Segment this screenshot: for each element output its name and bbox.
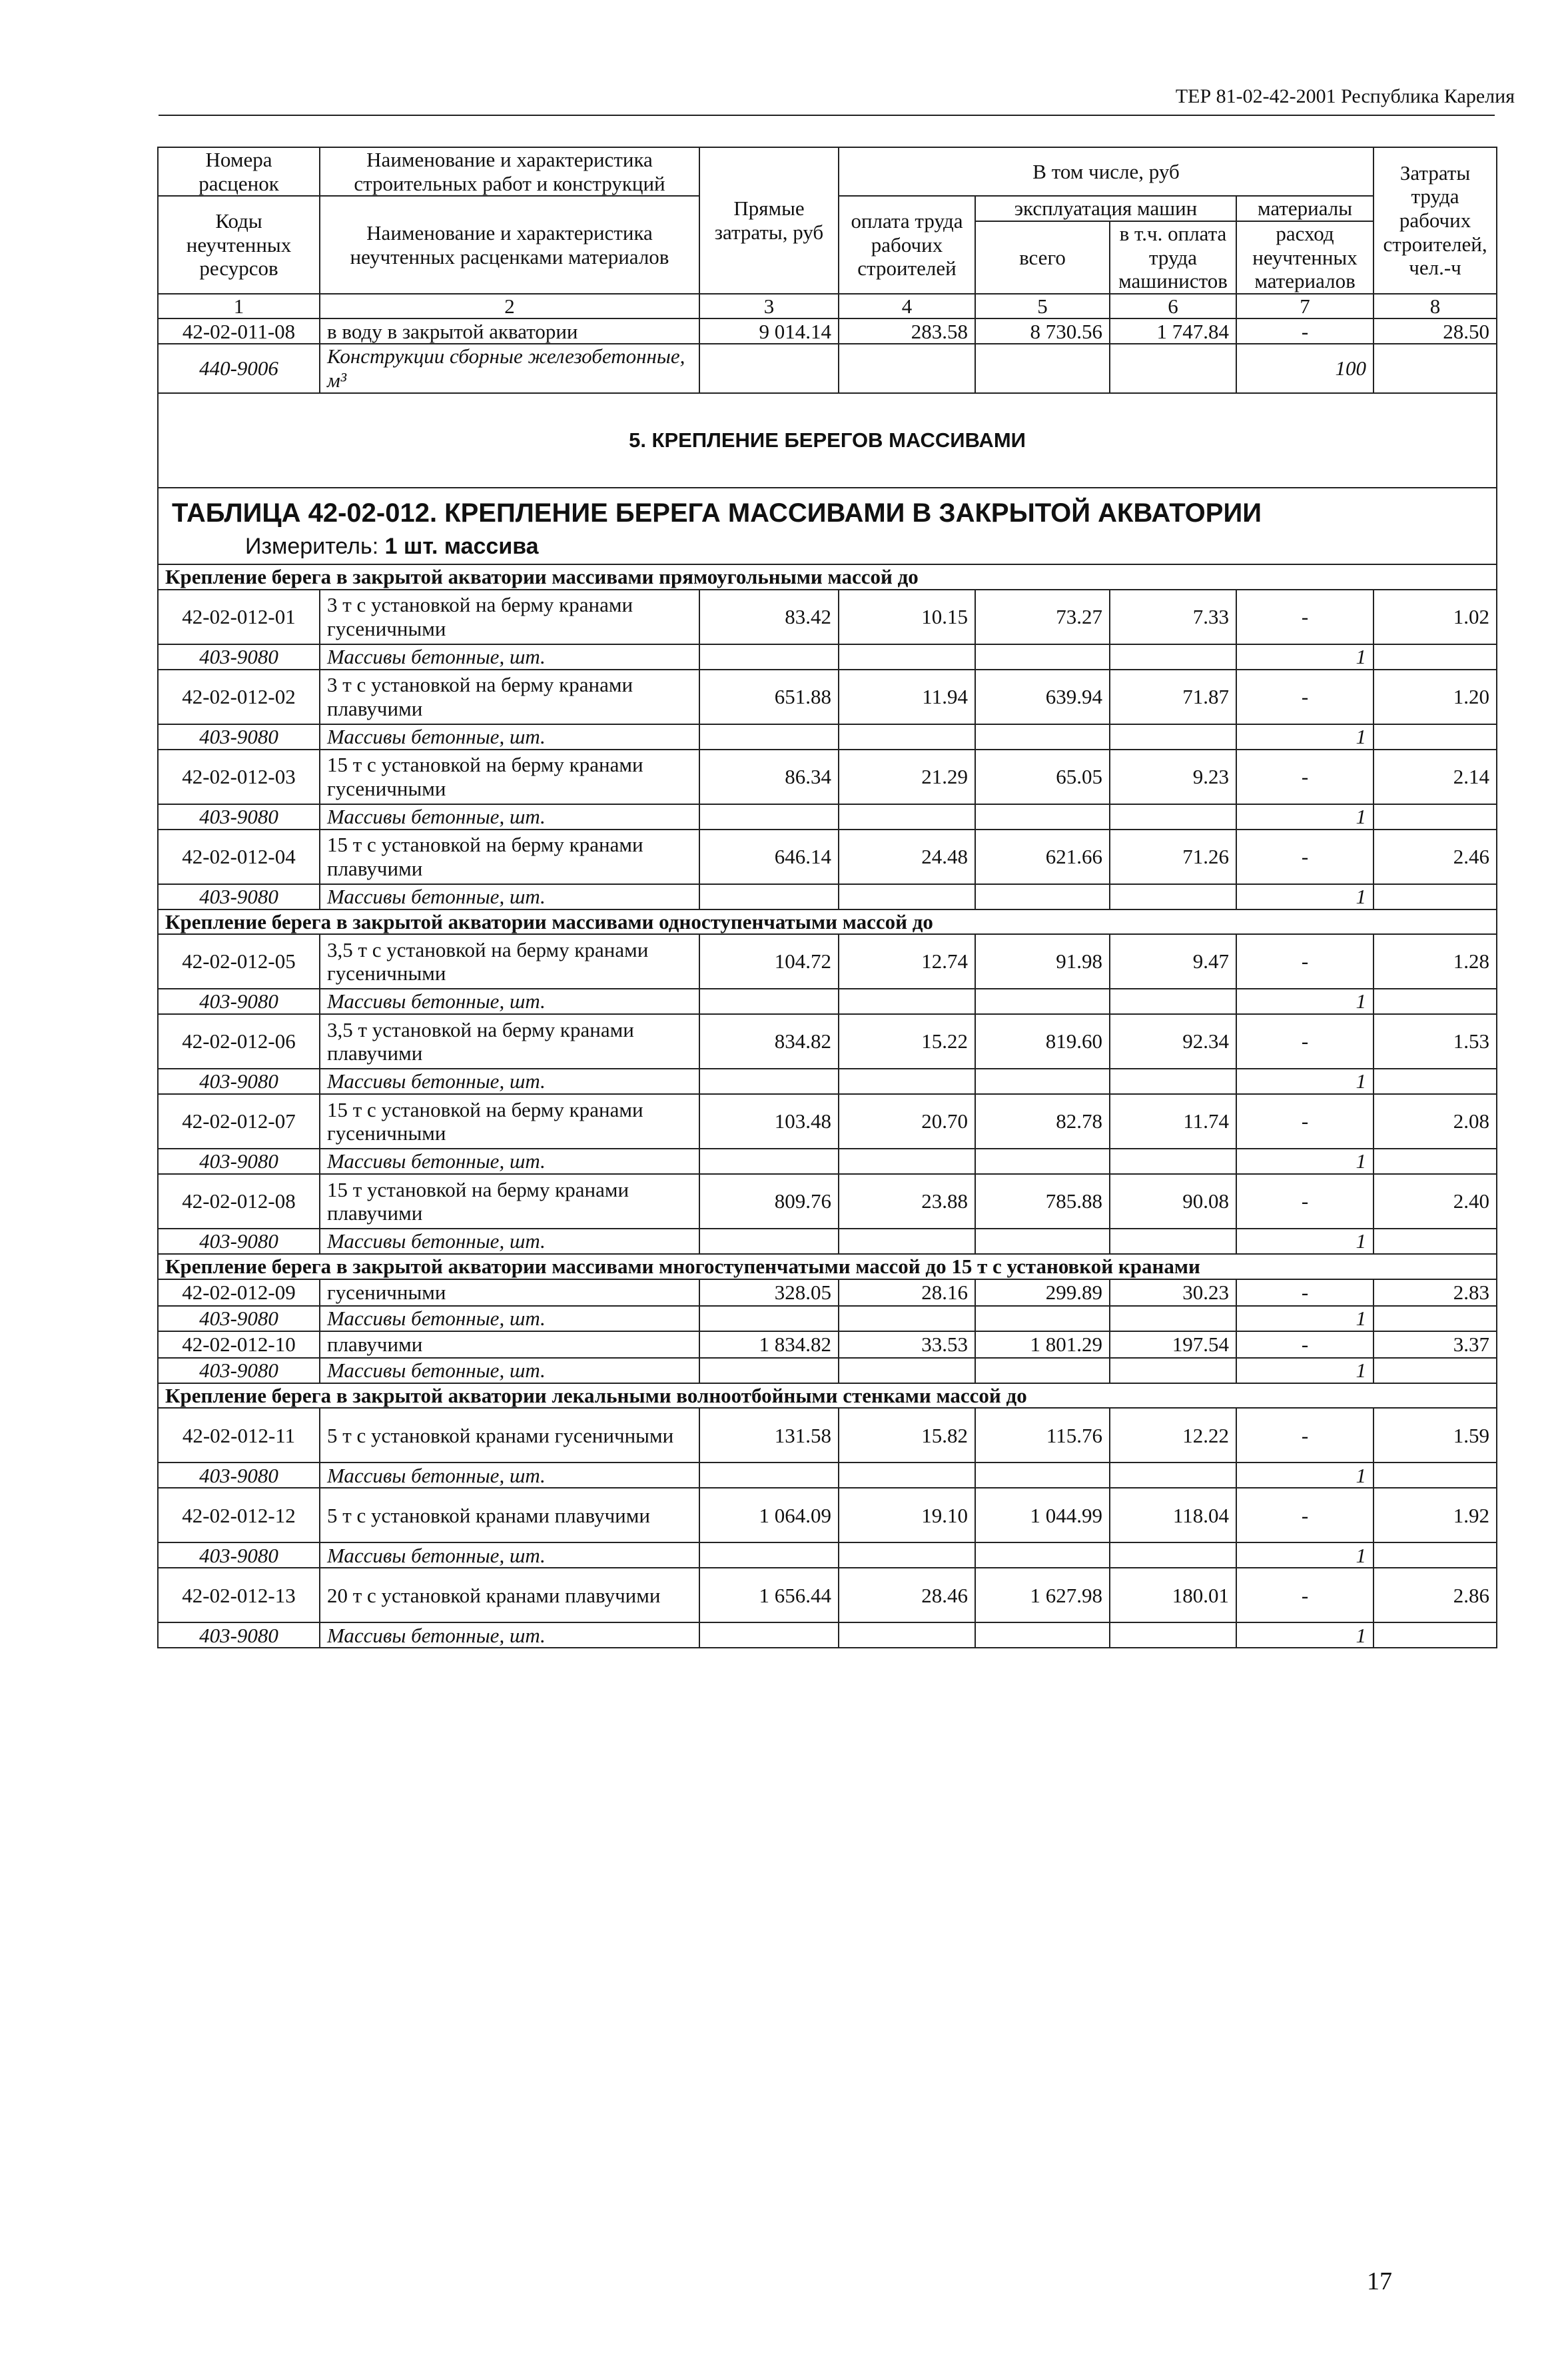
materials-cost: - (1236, 1094, 1373, 1149)
machine-cost: 299.89 (975, 1279, 1110, 1306)
materials-cost: - (1236, 1408, 1373, 1463)
resource-row (158, 884, 1497, 909)
col-number: 2 (320, 294, 699, 319)
col5-header: всего (975, 221, 1110, 294)
labor-hours: 2.08 (1373, 1094, 1497, 1149)
machine-labor-cost: 7.33 (1110, 590, 1236, 644)
col-number: 3 (699, 294, 839, 319)
resource-row (158, 1229, 1497, 1254)
col4-header: оплата труда рабочих строителей (839, 196, 975, 294)
rate-code: 42-02-012-09 (158, 1279, 320, 1306)
table-row (158, 830, 1497, 884)
machine-cost: 91.98 (975, 934, 1110, 989)
direct-cost: 9 014.14 (699, 318, 839, 344)
page-header: ТЕР 81-02-42-2001 Республика Карелия (1175, 85, 1515, 107)
rate-name: 15 т с установкой на берму кранами плавучими (320, 830, 699, 884)
resource-name: Массивы бетонные, шт. (320, 1622, 699, 1648)
direct-cost: 651.88 (699, 670, 839, 724)
machine-labor-cost: 30.23 (1110, 1279, 1236, 1306)
resource-name: Массивы бетонные, шт. (320, 884, 699, 909)
direct-cost: 646.14 (699, 830, 839, 884)
meter-label: Измеритель: (245, 533, 379, 559)
materials-cost: - (1236, 670, 1373, 724)
rate-code: 42-02-012-10 (158, 1331, 320, 1358)
table-row (158, 1568, 1497, 1622)
resource-row (158, 1542, 1497, 1568)
machine-labor-cost: 9.47 (1110, 934, 1236, 989)
group-title: Крепление берега в закрытой акватории лекальными волноотбойными стенками массой до (158, 1383, 1497, 1409)
col-number: 5 (975, 294, 1110, 319)
header-rule (159, 115, 1495, 116)
resource-row (158, 644, 1497, 670)
rate-name: 3 т с установкой на берму кранами плавучими (320, 670, 699, 724)
resource-code: 403-9080 (158, 1149, 320, 1174)
rate-code: 42-02-012-03 (158, 750, 320, 804)
machine-labor-cost: 12.22 (1110, 1408, 1236, 1463)
rate-code: 42-02-012-01 (158, 590, 320, 644)
labor-hours: 28.50 (1373, 318, 1497, 344)
direct-cost: 1 656.44 (699, 1568, 839, 1622)
labor-cost: 10.15 (839, 590, 975, 644)
resource-name: Массивы бетонные, шт. (320, 1463, 699, 1488)
rate-name: 3,5 т с установкой на берму кранами гусеничными (320, 934, 699, 989)
resource-row (158, 1622, 1497, 1648)
labor-hours: 3.37 (1373, 1331, 1497, 1358)
labor-cost: 11.94 (839, 670, 975, 724)
col-number: 8 (1373, 294, 1497, 319)
labor-hours: 1.02 (1373, 590, 1497, 644)
machine-cost: 1 044.99 (975, 1488, 1110, 1542)
resource-qty: 1 (1236, 1358, 1373, 1383)
resource-qty: 1 (1236, 1463, 1373, 1488)
direct-cost: 834.82 (699, 1014, 839, 1069)
materials-cost: - (1236, 1014, 1373, 1069)
resource-qty: 1 (1236, 1622, 1373, 1648)
table-row (158, 1174, 1497, 1229)
materials-cost: - (1236, 1568, 1373, 1622)
labor-cost: 24.48 (839, 830, 975, 884)
rate-code: 42-02-011-08 (158, 318, 320, 344)
machine-labor-cost: 1 747.84 (1110, 318, 1236, 344)
rate-name: 5 т с установкой кранами гусеничными (320, 1408, 699, 1463)
rate-name: 3 т с установкой на берму кранами гусеничными (320, 590, 699, 644)
resource-code: 403-9080 (158, 724, 320, 750)
resource-qty: 1 (1236, 1149, 1373, 1174)
labor-cost: 33.53 (839, 1331, 975, 1358)
section-title: 5. КРЕПЛЕНИЕ БЕРЕГОВ МАССИВАМИ (158, 393, 1497, 488)
labor-cost: 12.74 (839, 934, 975, 989)
rate-name: в воду в закрытой акватории (320, 318, 699, 344)
group-row (158, 909, 1497, 935)
table-row (158, 1331, 1497, 1358)
labor-hours: 1.53 (1373, 1014, 1497, 1069)
resource-name: Массивы бетонные, шт. (320, 1358, 699, 1383)
labor-cost: 20.70 (839, 1094, 975, 1149)
resource-qty: 1 (1236, 884, 1373, 909)
resource-code: 403-9080 (158, 1542, 320, 1568)
machine-cost: 639.94 (975, 670, 1110, 724)
labor-hours: 2.40 (1373, 1174, 1497, 1229)
table-row (158, 590, 1497, 644)
page-number: 17 (1367, 2267, 1392, 2295)
resource-name: Массивы бетонные, шт. (320, 989, 699, 1014)
group-title: Крепление берега в закрытой акватории массивами прямоугольными массой до (158, 564, 1497, 590)
rate-code: 42-02-012-08 (158, 1174, 320, 1229)
table-row (158, 1408, 1497, 1463)
group-row (158, 564, 1497, 590)
materials-cost: - (1236, 318, 1373, 344)
resource-qty: 1 (1236, 1306, 1373, 1331)
machine-labor-cost: 71.87 (1110, 670, 1236, 724)
rate-name: гусеничными (320, 1279, 699, 1306)
materials-cost: - (1236, 1331, 1373, 1358)
resource-row (158, 1463, 1497, 1488)
resource-code: 403-9080 (158, 804, 320, 830)
group-row (158, 1383, 1497, 1409)
col8-header: Затраты труда рабочих строителей, чел.-ч (1373, 147, 1497, 294)
labor-hours: 1.28 (1373, 934, 1497, 989)
table-row (158, 1488, 1497, 1542)
group-title: Крепление берега в закрытой акватории массивами одноступенчатыми массой до (158, 909, 1497, 935)
materials-cost: - (1236, 830, 1373, 884)
labor-hours: 2.83 (1373, 1279, 1497, 1306)
rate-code: 42-02-012-12 (158, 1488, 320, 1542)
direct-cost: 1 064.09 (699, 1488, 839, 1542)
machine-labor-cost: 197.54 (1110, 1331, 1236, 1358)
table-row (158, 1279, 1497, 1306)
resource-name: Массивы бетонные, шт. (320, 644, 699, 670)
resource-code: 440-9006 (158, 344, 320, 392)
machine-labor-cost: 118.04 (1110, 1488, 1236, 1542)
resource-row (158, 989, 1497, 1014)
incl-header: В том числе, руб (839, 147, 1373, 196)
labor-hours: 2.14 (1373, 750, 1497, 804)
resource-qty: 1 (1236, 1069, 1373, 1094)
table-row (158, 934, 1497, 989)
direct-cost: 328.05 (699, 1279, 839, 1306)
resource-name: Массивы бетонные, шт. (320, 1306, 699, 1331)
col-number: 6 (1110, 294, 1236, 319)
col-number: 1 (158, 294, 320, 319)
meter (159, 531, 1496, 564)
labor-cost: 283.58 (839, 318, 975, 344)
labor-hours: 1.20 (1373, 670, 1497, 724)
resource-code: 403-9080 (158, 989, 320, 1014)
resource-code: 403-9080 (158, 1069, 320, 1094)
resource-name: Массивы бетонные, шт. (320, 1069, 699, 1094)
direct-cost: 103.48 (699, 1094, 839, 1149)
col2-top-header: Наименование и характеристика строительных работ и конструкций (320, 147, 699, 196)
col3-header: Прямые затраты, руб (699, 147, 839, 294)
labor-cost: 28.46 (839, 1568, 975, 1622)
materials-header: материалы (1236, 196, 1373, 221)
machine-labor-cost: 9.23 (1110, 750, 1236, 804)
rate-code: 42-02-012-04 (158, 830, 320, 884)
materials-cost: - (1236, 750, 1373, 804)
machine-labor-cost: 71.26 (1110, 830, 1236, 884)
group-title: Крепление берега в закрытой акватории массивами многоступенчатыми массой до 15 т с установкой кранами (158, 1254, 1497, 1279)
resource-code: 403-9080 (158, 1306, 320, 1331)
resource-qty: 1 (1236, 989, 1373, 1014)
resource-qty: 100 (1236, 344, 1373, 392)
resource-code: 403-9080 (158, 644, 320, 670)
machine-cost: 82.78 (975, 1094, 1110, 1149)
resource-qty: 1 (1236, 1542, 1373, 1568)
labor-cost: 15.82 (839, 1408, 975, 1463)
direct-cost: 86.34 (699, 750, 839, 804)
section-row (158, 393, 1497, 488)
machine-cost: 8 730.56 (975, 318, 1110, 344)
resource-name: Массивы бетонные, шт. (320, 1542, 699, 1568)
rate-code: 42-02-012-07 (158, 1094, 320, 1149)
resource-name: Массивы бетонные, шт. (320, 1149, 699, 1174)
resource-name: Конструкции сборные железобетонные, м³ (320, 344, 699, 392)
rate-name: 3,5 т установкой на берму кранами плавучими (320, 1014, 699, 1069)
machine-cost: 785.88 (975, 1174, 1110, 1229)
machines-header: эксплуатация машин (975, 196, 1236, 221)
machine-cost: 621.66 (975, 830, 1110, 884)
resource-code: 403-9080 (158, 1229, 320, 1254)
machine-cost: 1 801.29 (975, 1331, 1110, 1358)
machine-cost: 115.76 (975, 1408, 1110, 1463)
resource-name: Массивы бетонные, шт. (320, 1229, 699, 1254)
resource-qty: 1 (1236, 724, 1373, 750)
labor-hours: 2.46 (1373, 830, 1497, 884)
materials-cost: - (1236, 934, 1373, 989)
machine-labor-cost: 11.74 (1110, 1094, 1236, 1149)
materials-cost: - (1236, 1488, 1373, 1542)
table-row (158, 1014, 1497, 1069)
resource-row (158, 804, 1497, 830)
rates-table (157, 147, 1497, 1648)
direct-cost: 83.42 (699, 590, 839, 644)
col-number: 4 (839, 294, 975, 319)
table-row (158, 750, 1497, 804)
resource-qty: 1 (1236, 644, 1373, 670)
rate-name: 15 т установкой на берму кранами плавучими (320, 1174, 699, 1229)
labor-hours: 1.92 (1373, 1488, 1497, 1542)
rate-name: 20 т с установкой кранами плавучими (320, 1568, 699, 1622)
machine-cost: 1 627.98 (975, 1568, 1110, 1622)
materials-cost: - (1236, 1279, 1373, 1306)
table-row (158, 670, 1497, 724)
resource-code: 403-9080 (158, 1463, 320, 1488)
table-title-row (158, 488, 1497, 564)
resource-row (158, 1069, 1497, 1094)
labor-hours: 2.86 (1373, 1568, 1497, 1622)
rate-name: 15 т с установкой на берму кранами гусеничными (320, 750, 699, 804)
labor-hours: 1.59 (1373, 1408, 1497, 1463)
col2-bottom-header: Наименование и характеристика неучтенных расценками материалов (320, 196, 699, 294)
resource-qty: 1 (1236, 804, 1373, 830)
direct-cost: 809.76 (699, 1174, 839, 1229)
col7-header: расход неучтенных материалов (1236, 221, 1373, 294)
direct-cost: 1 834.82 (699, 1331, 839, 1358)
group-row (158, 1254, 1497, 1279)
table-row (158, 318, 1497, 344)
labor-cost: 15.22 (839, 1014, 975, 1069)
direct-cost: 104.72 (699, 934, 839, 989)
table-row (158, 1094, 1497, 1149)
rate-code: 42-02-012-13 (158, 1568, 320, 1622)
resource-qty: 1 (1236, 1229, 1373, 1254)
resource-code: 403-9080 (158, 1358, 320, 1383)
labor-cost: 21.29 (839, 750, 975, 804)
rate-name: 5 т с установкой кранами плавучими (320, 1488, 699, 1542)
resource-code: 403-9080 (158, 1622, 320, 1648)
machine-cost: 65.05 (975, 750, 1110, 804)
rate-code: 42-02-012-11 (158, 1408, 320, 1463)
resource-row (158, 724, 1497, 750)
col-number: 7 (1236, 294, 1373, 319)
resource-row (158, 1149, 1497, 1174)
table-title: ТАБЛИЦА 42-02-012. КРЕПЛЕНИЕ БЕРЕГА МАССИВАМИ В ЗАКРЫТОЙ АКВАТОРИИ (172, 498, 1262, 528)
rate-code: 42-02-012-06 (158, 1014, 320, 1069)
machine-labor-cost: 90.08 (1110, 1174, 1236, 1229)
rate-code: 42-02-012-05 (158, 934, 320, 989)
machine-labor-cost: 180.01 (1110, 1568, 1236, 1622)
direct-cost: 131.58 (699, 1408, 839, 1463)
labor-cost: 19.10 (839, 1488, 975, 1542)
machine-cost: 819.60 (975, 1014, 1110, 1069)
rate-name: 15 т с установкой на берму кранами гусеничными (320, 1094, 699, 1149)
resource-row (158, 1306, 1497, 1331)
meter-value: 1 шт. массива (384, 533, 539, 559)
resource-code: 403-9080 (158, 884, 320, 909)
materials-cost: - (1236, 590, 1373, 644)
column-number-row (158, 294, 1497, 319)
resource-name: Массивы бетонные, шт. (320, 804, 699, 830)
header-row-1 (158, 147, 1497, 196)
labor-cost: 28.16 (839, 1279, 975, 1306)
col1-bottom-header: Коды неучтенных ресурсов (158, 196, 320, 294)
resource-row (158, 1358, 1497, 1383)
machine-labor-cost: 92.34 (1110, 1014, 1236, 1069)
labor-cost: 23.88 (839, 1174, 975, 1229)
machine-cost: 73.27 (975, 590, 1110, 644)
rate-name: плавучими (320, 1331, 699, 1358)
resource-row (158, 344, 1497, 392)
rate-code: 42-02-012-02 (158, 670, 320, 724)
materials-cost: - (1236, 1174, 1373, 1229)
col1-top-header: Номера расценок (158, 147, 320, 196)
col6-header: в т.ч. оплата труда машинистов (1110, 221, 1236, 294)
resource-name: Массивы бетонные, шт. (320, 724, 699, 750)
